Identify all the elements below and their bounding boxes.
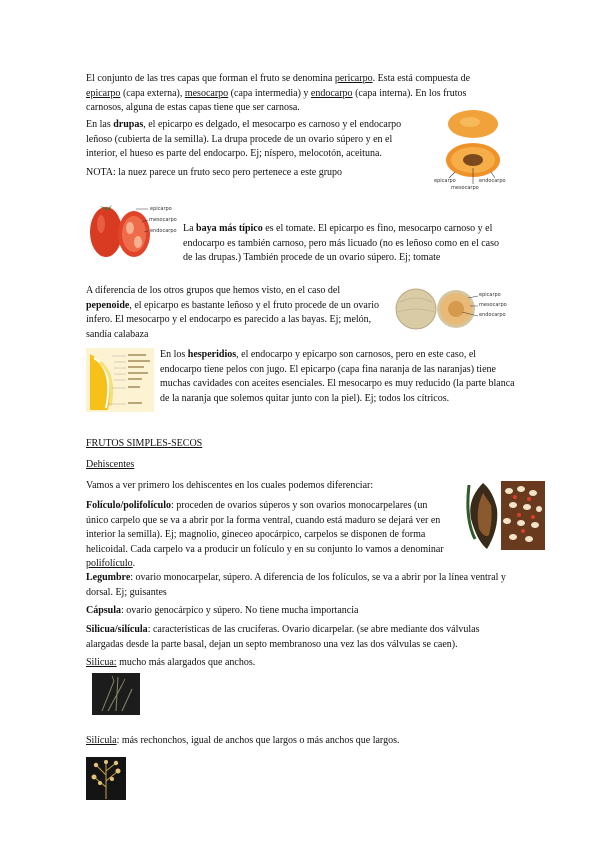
text: (capa intermedia) y — [228, 87, 311, 99]
text: : proceden de ovarios súperos y son ovarios monocarpelares (un único carpelo que se va a abrir por la forma ventral, cuando está maduro se dejará ver en interior la semilla). Ej; magnolio, gineceo apocárpico, carpelos se disponen de forma helicoidal. Cada carpelo va a producir un folículo y en su conjunto lo vamos a denominar — [86, 500, 444, 555]
label-epicarpo: epicarpo — [479, 292, 501, 298]
term-drupas: drupas — [113, 119, 144, 130]
tomato-image — [86, 198, 180, 260]
term-pericarpo: pericarpo — [334, 73, 373, 84]
melon-image — [394, 282, 510, 334]
legumbre-paragraph — [86, 571, 506, 600]
silicula-image — [86, 757, 126, 800]
baya-paragraph — [183, 222, 508, 266]
label-mesocarpo: mesocarpo — [149, 217, 177, 223]
text: , el epicarpo es bastante leñoso y el fruto procede de un ovario ínfero. El mesocarpo y el endocarpo es parecido a las bayas. Ej; melón, sandía calabaza — [86, 299, 379, 340]
term-epicarpo: epicarpo — [86, 87, 121, 99]
label-mesocarpo: mesocarpo — [451, 185, 479, 191]
text: (capa interna). En los frutos carnosos, alguna de estas capas tiene que ser carnosa. — [86, 87, 467, 113]
term-silicula: Silícula — [86, 735, 117, 746]
silicula-def — [86, 734, 506, 749]
label-mesocarpo: mesocarpo — [479, 302, 507, 308]
text: mucho más alargados que anchos. — [116, 657, 256, 668]
text: : características de las cruciferas. Ovario dicarpelar. (se abre mediante dos válvulas alargadas desde la parte basal, dejan un septo membranoso una vez las dos válvulas se caen). — [86, 624, 480, 650]
text: es el tomate. El epicarpo es fino, mesocarpo carnoso y el endocarpo es también carnoso, pero más licuado (no es leñoso como en el caso de las drupas.) También procede de un ovario súpero. Ej; tomate — [183, 223, 500, 263]
label-endocarpo: endocarpo — [150, 228, 177, 234]
term-foliculo: Folículo/polifolículo — [86, 500, 172, 511]
text: : más rechonchos, igual de anchos que largos o más anchos que largos. — [116, 735, 400, 746]
term-hesperidios: hesperidios — [187, 349, 237, 360]
magnolia-follicle-image — [463, 479, 547, 552]
capsula-paragraph — [86, 604, 506, 619]
hesperidio-paragraph — [160, 348, 515, 406]
term-silicua-silicula: Silicua/silícula — [86, 624, 148, 635]
text: La — [183, 223, 197, 234]
text: : ovario monocarpelar, súpero. A diferencia de los folículos, se va a abrir por la línea ventral y dorsal. Ej; guisantes — [86, 572, 506, 598]
dehiscentes-intro: Vamos a ver primero los dehiscentes en los cuales podemos diferenciar: — [86, 480, 374, 491]
pepenoide-paragraph — [86, 284, 386, 342]
drupa-note: NOTA: la nuez parece un fruto seco pero pertenece a este grupo — [86, 167, 343, 178]
drupa-paragraph — [86, 118, 426, 162]
label-epicarpo: epicarpo — [150, 206, 172, 212]
term-pepenoide: pepenoide — [86, 299, 130, 311]
foliculo-paragraph — [86, 499, 451, 572]
apricot-image — [433, 108, 513, 192]
text: , el epicarpo es delgado, el mesocarpo es carnoso y el endocarpo leñoso (cubierta de la semilla). La drupa procede de un ovario súpero y en el interior, el hueso es parte del endocarpo. Ej; níspero, melocotón, aceituna. — [86, 119, 402, 159]
text: , el endocarpo y epicarpo son carnosos, pero en este caso, el endocarpo tiene pelos con jugo. El epicarpo (capa fina naranja de las naranjas) tiene muchas cavidades con aceites esenciales. El mesocarpo es muy reducido (la parte blanca de la naranja que solemos quitar junto con la piel). Ej; todos los cítricos. — [160, 349, 515, 404]
subsection-dehiscentes: Dehiscentes — [86, 459, 135, 470]
text: . — [132, 558, 136, 569]
text: En los — [160, 349, 188, 360]
label-epicarpo: epicarpo — [434, 178, 456, 184]
text: : ovario genocárpico y súpero. No tiene mucha importancia — [121, 605, 359, 616]
silicua-image — [92, 673, 140, 715]
text: A diferencia de los otros grupos que hemos visto, en el caso del — [86, 285, 341, 296]
term-silicua: Silicua: — [86, 657, 117, 668]
term-legumbre: Legumbre — [86, 572, 131, 583]
text: . Esta está compuesta de — [372, 73, 471, 84]
term-mesocarpo: mesocarpo — [184, 87, 229, 99]
section-title: FRUTOS SIMPLES-SECOS — [86, 438, 203, 449]
term-capsula: Cápsula — [86, 605, 122, 616]
term-endocarpo: endocarpo — [310, 87, 353, 99]
text: (capa externa), — [120, 87, 185, 99]
term-polifoliculo: polifolículo — [86, 558, 133, 569]
silicua-def — [86, 656, 506, 671]
label-endocarpo: endocarpo — [479, 312, 506, 318]
text: El conjunto de las tres capas que forman el fruto se denomina — [86, 73, 335, 84]
term-baya: baya más típico — [196, 223, 263, 234]
text: En las — [86, 119, 114, 130]
orange-diagram-image — [86, 348, 154, 412]
label-endocarpo: endocarpo — [479, 178, 506, 184]
silicua-paragraph — [86, 623, 510, 652]
